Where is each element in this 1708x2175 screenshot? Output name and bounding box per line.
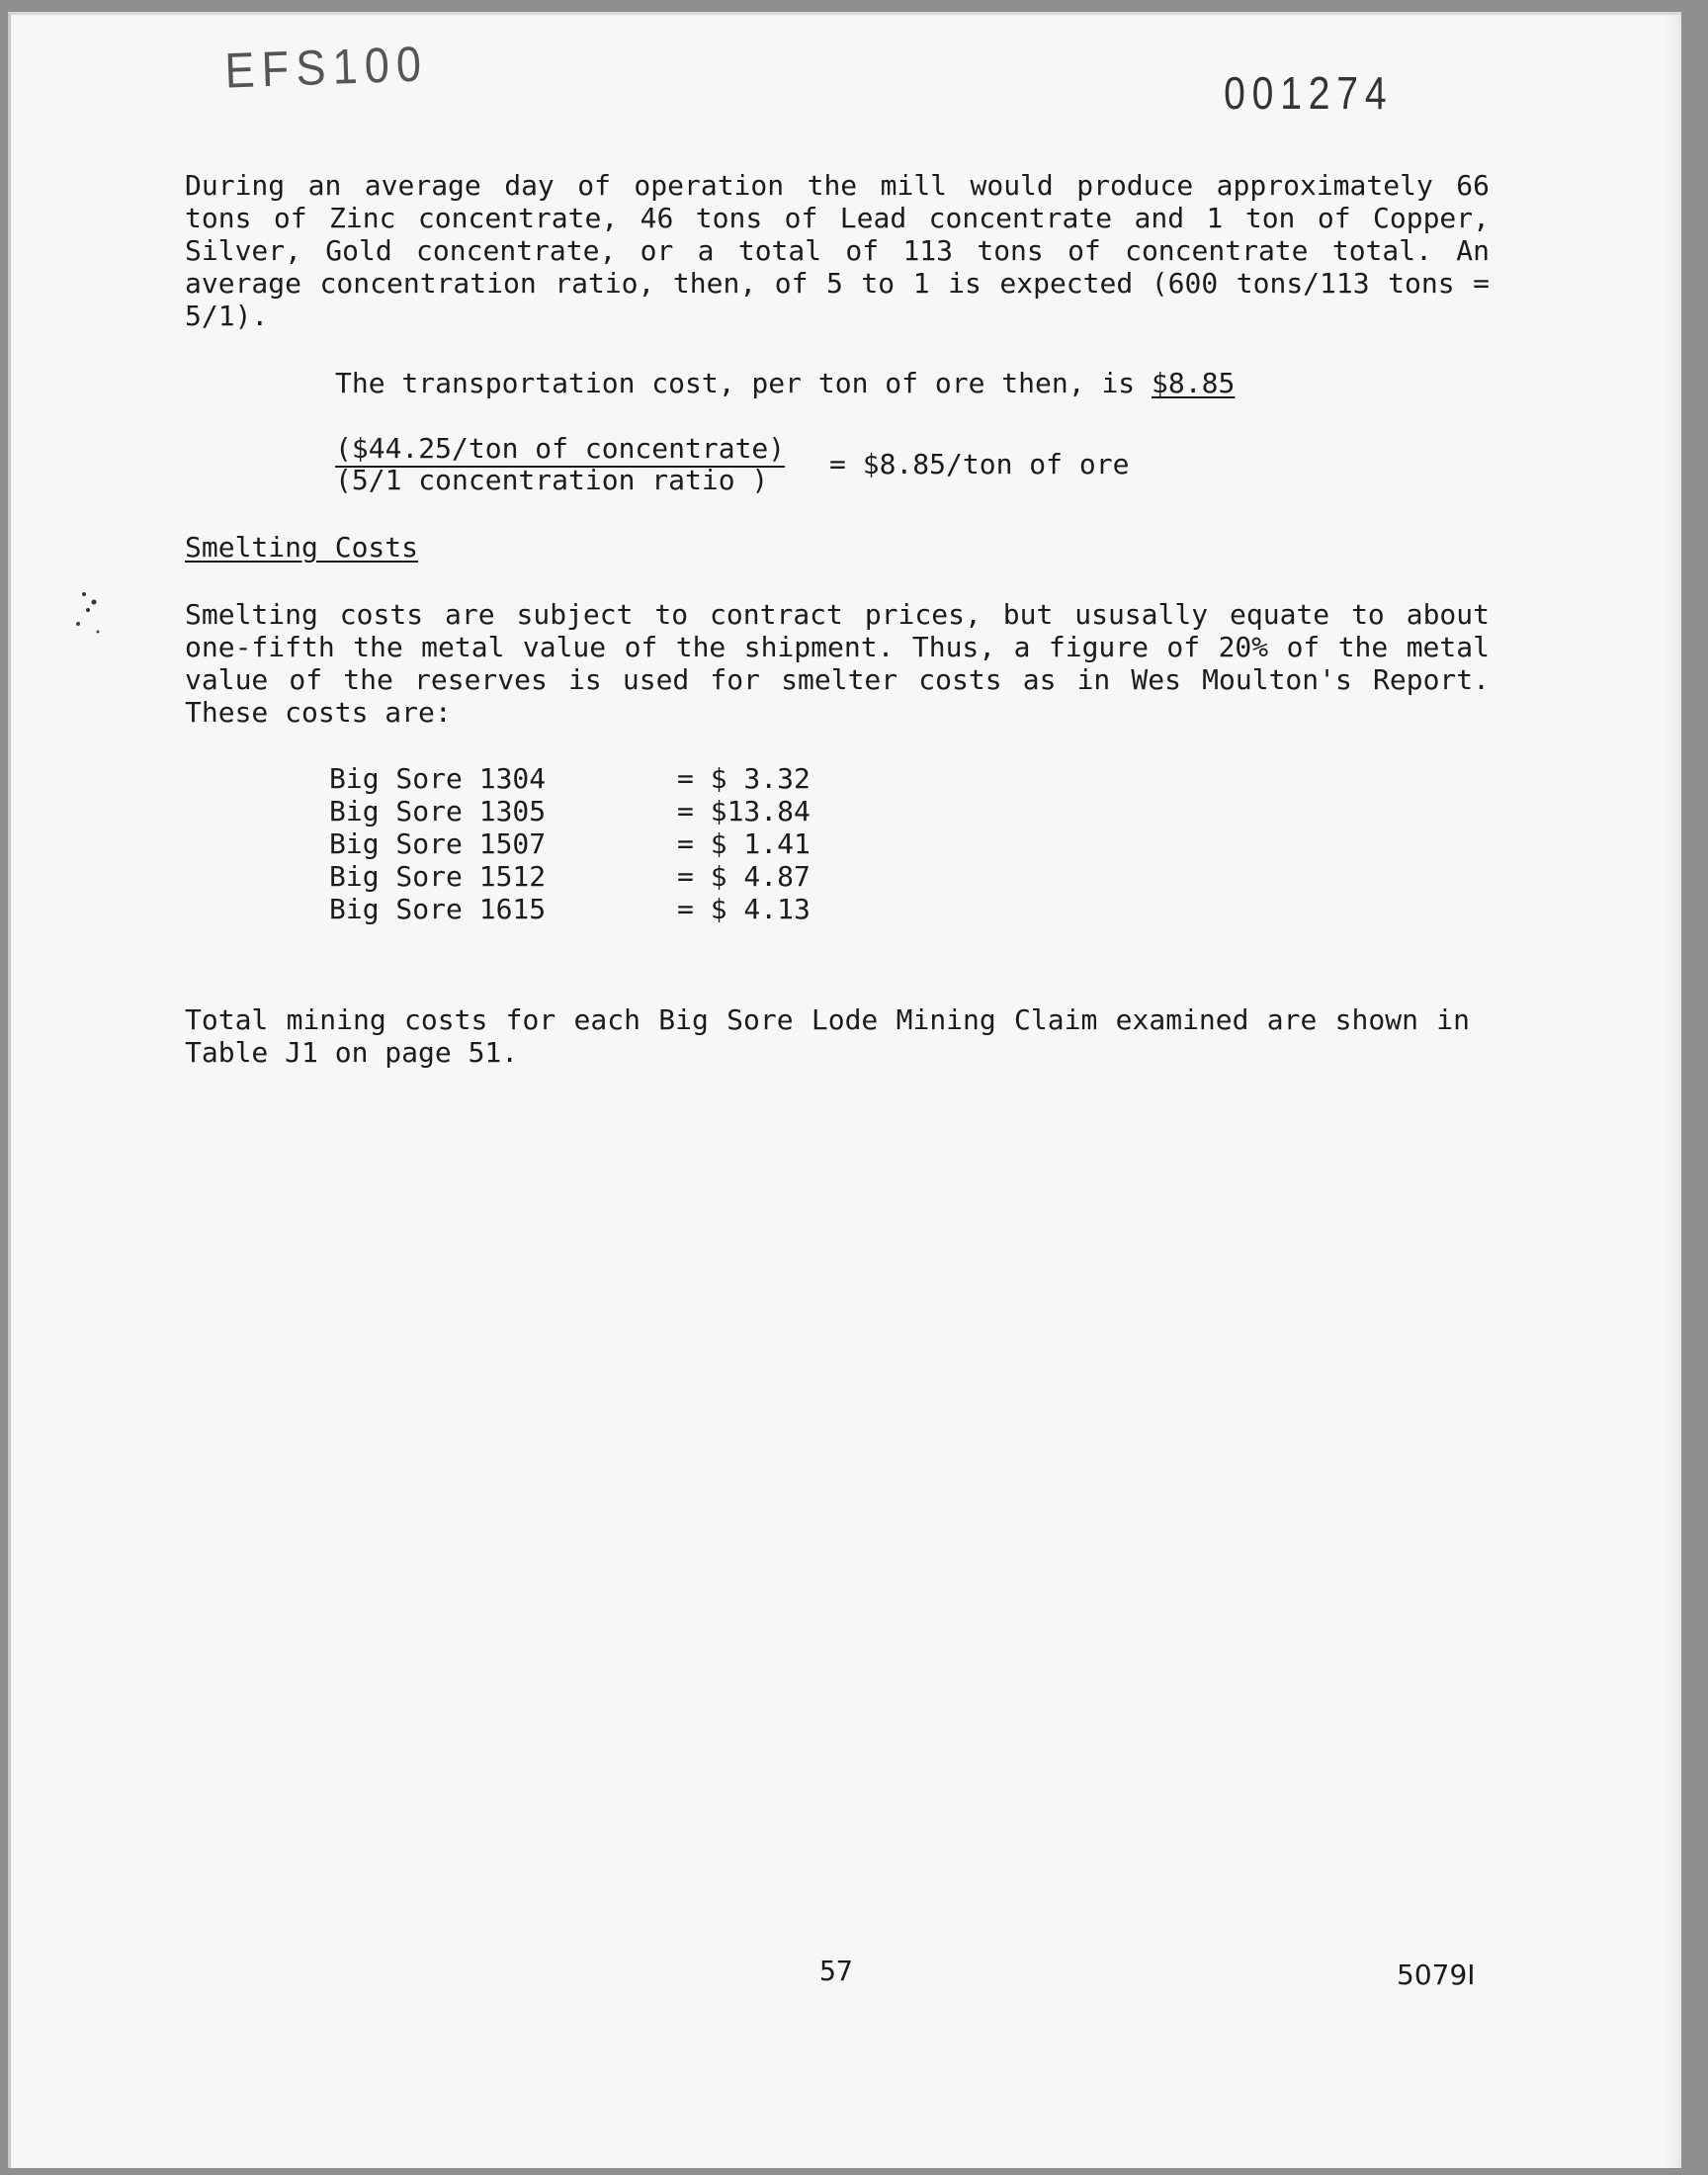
summary-paragraph: Total mining costs for each Big Sore Lode Mining Claim examined are shown in Table J1 on page 51.: [185, 1003, 1470, 1069]
intro-paragraph: During an average day of operation the mill would produce approximately 66 tons of Zinc concentrate, 46 tons of Lead concentrate and 1 ton of Copper, Silver, Gold concentrate, or a total of 113 tons of concentrate total. An average concentration ratio, then, of 5 to 1 is expected (600 tons/113 tons = 5/1).: [185, 169, 1490, 332]
cost-name: Big Sore 1507: [329, 827, 547, 860]
speck-marks: [70, 588, 110, 648]
smelting-paragraph: Smelting costs are subject to contract prices, but ususally equate to about one-fifth the metal value of the shipment. Thus, a figure of 20% of the metal value of the reserves is used for smelter costs as in Wes Moulton's Report. These costs are:: [185, 598, 1490, 729]
cost-value: = $ 3.32: [677, 762, 811, 795]
document-code: 5079I: [1397, 1958, 1476, 1991]
fraction-numerator-text: ($44.25/ton of concentrate): [335, 432, 785, 468]
cost-value: = $ 1.41: [677, 827, 811, 860]
transport-cost-prefix: The transportation cost, per ton of ore then, is: [335, 367, 1136, 399]
cost-name: Big Sore 1304: [329, 762, 547, 795]
fraction-result: = $8.85/ton of ore: [829, 448, 1130, 480]
cost-value: = $ 4.13: [677, 893, 811, 925]
cost-value: = $13.84: [677, 795, 811, 827]
fraction-denominator: (5/1 concentration ratio ): [335, 464, 769, 496]
cost-name: Big Sore 1305: [329, 795, 547, 827]
cost-name: Big Sore 1615: [329, 893, 547, 925]
transport-cost-line: [335, 367, 1235, 399]
smelting-heading: Smelting Costs: [185, 531, 419, 564]
stamp-left: EFS100: [223, 36, 430, 99]
stamp-right: 001274: [1224, 67, 1394, 119]
cost-name: Big Sore 1512: [329, 860, 547, 893]
transport-cost-value: $8.85: [1152, 367, 1236, 399]
document-page: [8, 12, 1681, 2168]
fraction-numerator: [335, 432, 785, 465]
page-number: 57: [819, 1955, 853, 1987]
cost-value: = $ 4.87: [677, 860, 811, 893]
